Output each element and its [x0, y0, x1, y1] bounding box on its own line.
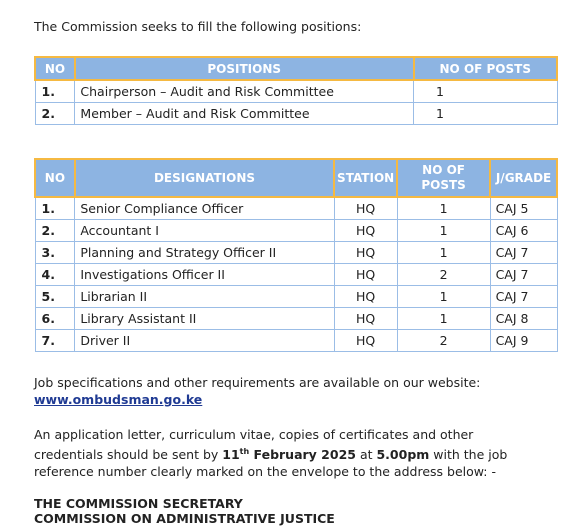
- application-paragraph: [34, 426, 532, 480]
- application-text-part1: An application letter, curriculum vitae, copies of certificates and other credentials should be sent by: [34, 427, 474, 463]
- address-line-2: COMMISSION ON ADMINISTRATIVE JUSTICE: [34, 511, 335, 526]
- specs-text: Job specifications and other requirements are available on our website:: [34, 375, 481, 390]
- station-value: HQ: [334, 330, 397, 352]
- designation-name: Accountant I: [75, 220, 334, 242]
- position-name: Member – Audit and Risk Committee: [75, 103, 414, 125]
- column-header-positions: POSITIONS: [75, 57, 414, 80]
- column-header-designations: DESIGNATIONS: [75, 159, 334, 197]
- posts-count: 2: [397, 330, 490, 352]
- column-header-no: NO: [35, 57, 75, 80]
- station-value: HQ: [334, 242, 397, 264]
- job-grade-value: CAJ 5: [490, 197, 557, 220]
- designations-table: [34, 158, 558, 352]
- table-row: [35, 103, 557, 125]
- intro-text: The Commission seeks to fill the following positions:: [34, 19, 362, 34]
- row-number: 1.: [35, 80, 75, 103]
- station-value: HQ: [334, 197, 397, 220]
- column-header-no: NO: [35, 159, 75, 197]
- job-grade-value: CAJ 9: [490, 330, 557, 352]
- job-grade-value: CAJ 6: [490, 220, 557, 242]
- row-number: 6.: [35, 308, 75, 330]
- position-name: Chairperson – Audit and Risk Committee: [75, 80, 414, 103]
- posts-count: 1: [414, 103, 557, 125]
- posts-count: 1: [397, 197, 490, 220]
- job-grade-value: CAJ 8: [490, 308, 557, 330]
- posts-count: 1: [414, 80, 557, 103]
- row-number: 1.: [35, 197, 75, 220]
- designation-name: Librarian II: [75, 286, 334, 308]
- specs-paragraph: [34, 374, 480, 408]
- row-number: 7.: [35, 330, 75, 352]
- application-at: at: [355, 447, 377, 463]
- table-header-row: [35, 57, 557, 80]
- station-value: HQ: [334, 220, 397, 242]
- row-number: 2.: [35, 103, 75, 125]
- positions-table: [34, 56, 558, 125]
- row-number: 3.: [35, 242, 75, 264]
- designation-name: Driver II: [75, 330, 334, 352]
- table-row: [35, 330, 557, 352]
- job-grade-value: CAJ 7: [490, 264, 557, 286]
- table-header-row: [35, 159, 557, 197]
- posts-count: 1: [397, 286, 490, 308]
- posts-count: 2: [397, 264, 490, 286]
- table-row: [35, 286, 557, 308]
- table-row: [35, 197, 557, 220]
- designation-name: Planning and Strategy Officer II: [75, 242, 334, 264]
- station-value: HQ: [334, 308, 397, 330]
- station-value: HQ: [334, 286, 397, 308]
- table-row: [35, 242, 557, 264]
- table-row: [35, 308, 557, 330]
- table-row: [35, 220, 557, 242]
- designation-name: Senior Compliance Officer: [75, 197, 334, 220]
- table-row: [35, 80, 557, 103]
- row-number: 4.: [35, 264, 75, 286]
- row-number: 2.: [35, 220, 75, 242]
- column-header-job-grade: J/GRADE: [490, 159, 557, 197]
- designation-name: Library Assistant II: [75, 308, 334, 330]
- row-number: 5.: [35, 286, 75, 308]
- posts-count: 1: [397, 308, 490, 330]
- column-header-no-of-posts: NO OF POSTS: [397, 159, 490, 197]
- column-header-station: STATION: [334, 159, 397, 197]
- application-text-part2: with the job reference number clearly marked on the envelope to the address below: -: [34, 447, 508, 480]
- deadline-date: 11th February 2025: [222, 447, 356, 463]
- address-line-1: THE COMMISSION SECRETARY: [34, 496, 243, 511]
- posts-count: 1: [397, 220, 490, 242]
- job-grade-value: CAJ 7: [490, 286, 557, 308]
- designation-name: Investigations Officer II: [75, 264, 334, 286]
- station-value: HQ: [334, 264, 397, 286]
- website-link[interactable]: www.ombudsman.go.ke: [34, 392, 203, 407]
- job-grade-value: CAJ 7: [490, 242, 557, 264]
- column-header-no-of-posts: NO OF POSTS: [414, 57, 557, 80]
- table-row: [35, 264, 557, 286]
- deadline-time: 5.00pm: [376, 447, 430, 463]
- posts-count: 1: [397, 242, 490, 264]
